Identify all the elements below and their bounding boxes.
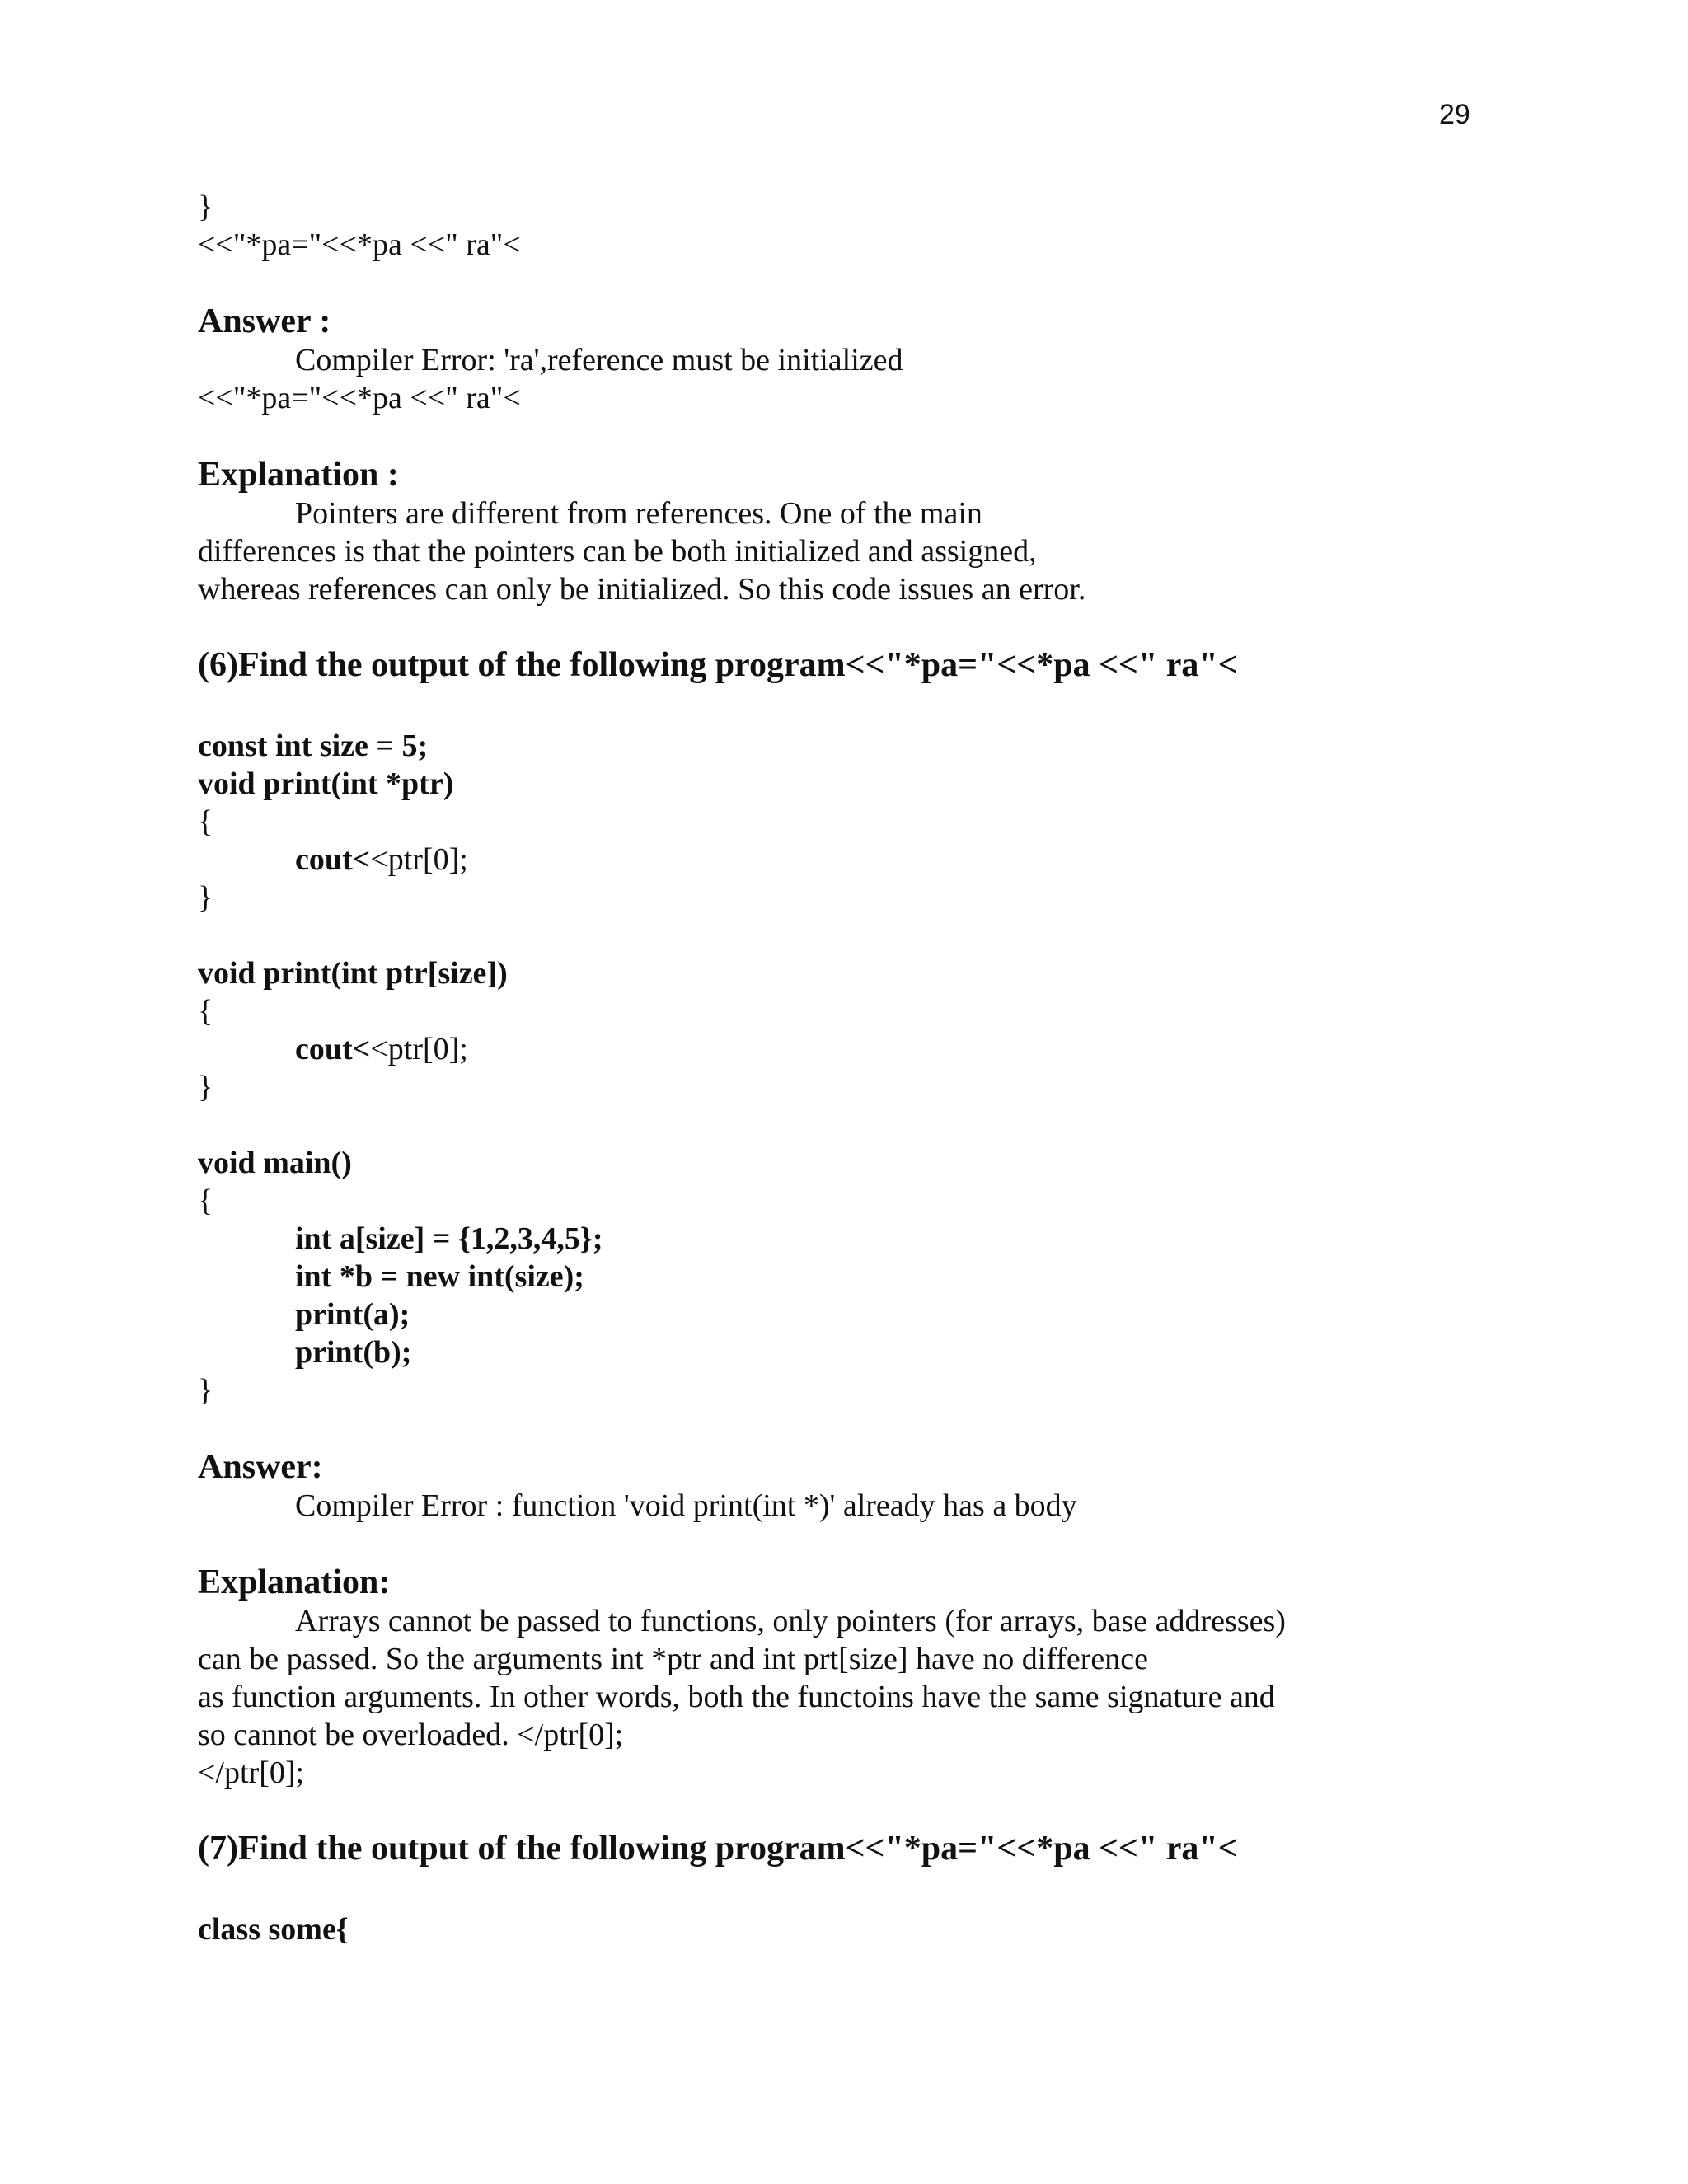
code-class-declaration: class some{ xyxy=(198,1912,349,1947)
explanation-line: as function arguments. In other words, both the functoins have the same signature and xyxy=(198,1680,1275,1714)
code-main-line: print(b); xyxy=(295,1335,412,1370)
code-cout-line xyxy=(198,841,1599,879)
code-cout-expression: <ptr[0]; xyxy=(370,1032,468,1066)
explanation-label: Explanation: xyxy=(198,1563,391,1601)
answer-label: Answer: xyxy=(198,1448,323,1486)
code-main-line: int *b = new int(size); xyxy=(295,1259,584,1294)
code-open-brace: { xyxy=(198,804,213,839)
code-fragment: <<"*pa="<<*pa <<" ra"< xyxy=(198,227,521,262)
code-main-line: int a[size] = {1,2,3,4,5}; xyxy=(295,1221,603,1256)
explanation-line: whereas references can only be initialized. So this code issues an error. xyxy=(198,572,1086,607)
code-main-signature: void main() xyxy=(198,1146,352,1180)
question-7-heading: (7)Find the output of the following program<<"*pa="<<*pa <<" ra"< xyxy=(198,1830,1238,1868)
code-main-line: print(a); xyxy=(295,1297,410,1332)
code-cout-line xyxy=(198,1030,1599,1068)
code-cout-keyword: cout< xyxy=(295,1032,371,1066)
question-6-heading: (6)Find the output of the following program<<"*pa="<<*pa <<" ra"< xyxy=(198,646,1238,684)
explanation-line: can be passed. So the arguments int *ptr and int prt[size] have no difference xyxy=(198,1642,1149,1676)
explanation-line: Arrays cannot be passed to functions, only pointers (for arrays, base addresses) xyxy=(295,1604,1286,1638)
code-cout-expression: <ptr[0]; xyxy=(370,842,468,877)
code-cout-keyword: cout< xyxy=(295,842,371,877)
code-const-size: const int size = 5; xyxy=(198,729,429,763)
code-close-brace: } xyxy=(198,880,213,915)
code-open-brace: { xyxy=(198,994,213,1029)
answer-text: Compiler Error : function 'void print(int *)' already has a body xyxy=(295,1488,1077,1523)
answer-text: Compiler Error: 'ra',reference must be initialized xyxy=(295,343,903,377)
answer-code-fragment: <<"*pa="<<*pa <<" ra"< xyxy=(198,381,521,415)
page-content xyxy=(198,188,1599,1948)
code-close-brace: } xyxy=(198,190,213,224)
explanation-line: Pointers are different from references. One of the main xyxy=(295,496,982,531)
explanation-line: differences is that the pointers can be both initialized and assigned, xyxy=(198,534,1037,569)
code-close-brace: } xyxy=(198,1373,213,1408)
answer-label: Answer : xyxy=(198,302,331,340)
code-func1-signature: void print(int *ptr) xyxy=(198,766,454,801)
explanation-label: Explanation : xyxy=(198,456,399,494)
code-open-brace: { xyxy=(198,1183,213,1218)
code-func2-signature: void print(int ptr[size]) xyxy=(198,956,508,991)
explanation-line: so cannot be overloaded. </ptr[0]; xyxy=(198,1718,624,1752)
explanation-line: </ptr[0]; xyxy=(198,1755,305,1790)
page-number: 29 xyxy=(1439,99,1470,130)
code-close-brace: } xyxy=(198,1070,213,1104)
